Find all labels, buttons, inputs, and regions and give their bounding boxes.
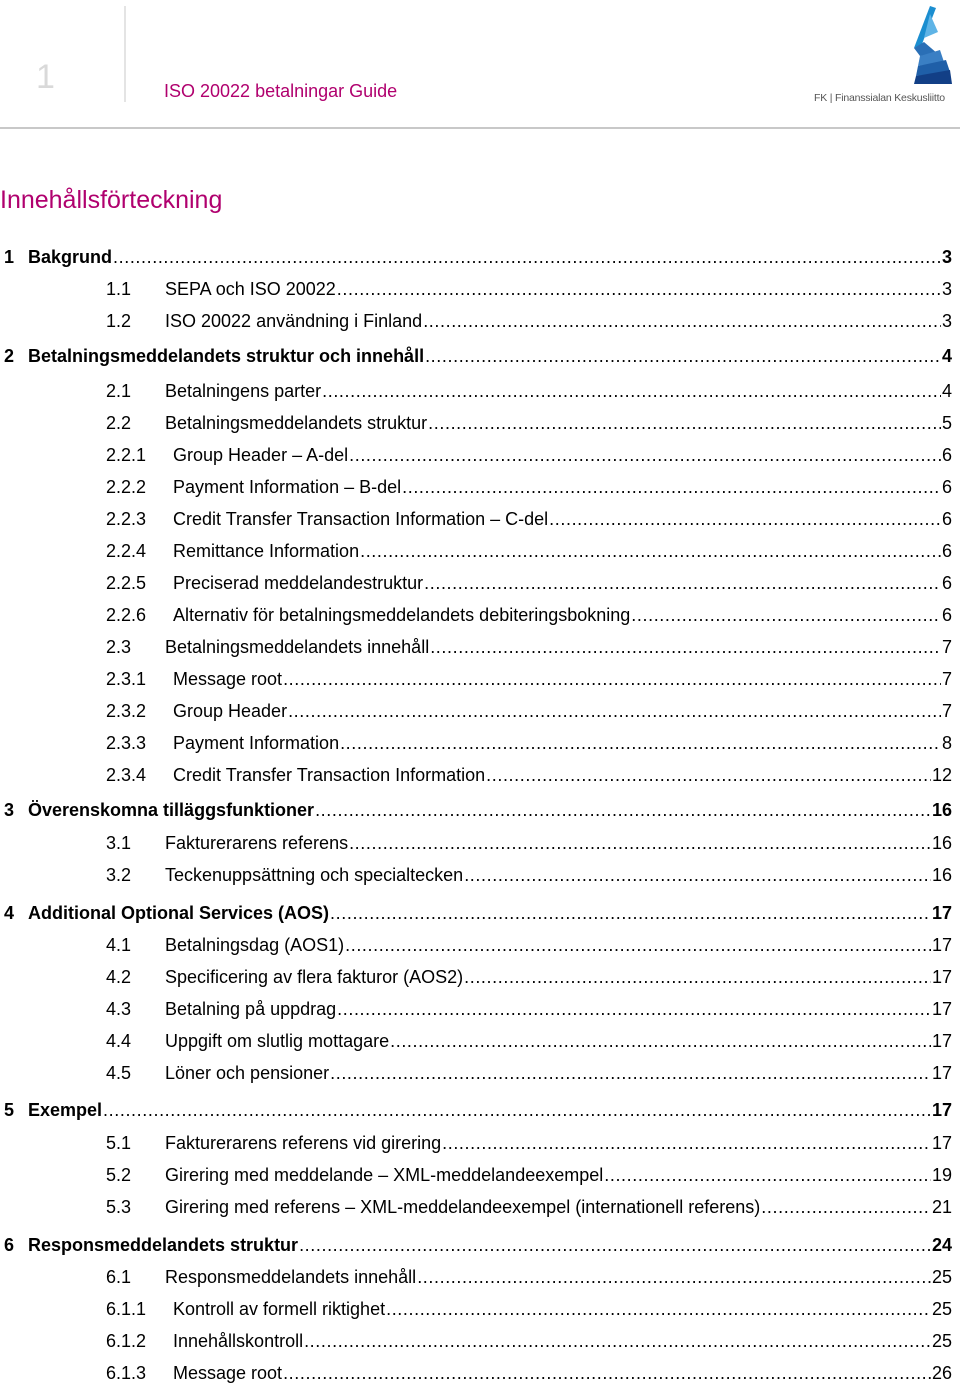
toc-entry-label: Betalningsmeddelandets struktur bbox=[165, 413, 428, 433]
toc-entry[interactable] bbox=[0, 504, 952, 530]
toc-entry[interactable] bbox=[0, 1262, 952, 1288]
toc-entry[interactable] bbox=[0, 341, 952, 367]
toc-leader-dots bbox=[330, 902, 931, 924]
toc-leader-dots bbox=[349, 832, 931, 854]
toc-entry[interactable] bbox=[0, 306, 952, 332]
toc-leader-dots bbox=[428, 412, 941, 434]
toc-entry-number: 6.1.3 bbox=[106, 1363, 147, 1383]
toc-entry-number: 4.5 bbox=[106, 1063, 132, 1083]
toc-entry-label: Teckenuppsättning och specialtecken bbox=[165, 865, 464, 885]
toc-entry-number: 1.2 bbox=[106, 311, 132, 331]
toc-entry-number: 1 bbox=[4, 247, 15, 267]
toc-entry-page: 17 bbox=[931, 1063, 952, 1083]
toc-entry-label: Betalning på uppdrag bbox=[165, 999, 337, 1019]
toc-entry-number: 5 bbox=[4, 1100, 15, 1120]
toc-entry[interactable] bbox=[0, 1230, 952, 1256]
toc-entry[interactable] bbox=[0, 1095, 952, 1121]
toc-entry[interactable] bbox=[0, 898, 952, 924]
toc-entry[interactable] bbox=[0, 1128, 952, 1154]
toc-entry[interactable] bbox=[0, 962, 952, 988]
toc-entry-page: 25 bbox=[931, 1267, 952, 1287]
page-number: 1 bbox=[36, 58, 55, 96]
fk-logo bbox=[814, 4, 954, 108]
toc-entry-number: 2.2.5 bbox=[106, 573, 147, 593]
toc-entry-page: 25 bbox=[931, 1299, 952, 1319]
toc-entry-page: 8 bbox=[941, 733, 952, 753]
toc-entry-page: 12 bbox=[931, 765, 952, 785]
fk-logo-icon bbox=[900, 4, 954, 88]
toc-entry[interactable] bbox=[0, 1160, 952, 1186]
toc-entry-number: 2.1 bbox=[106, 381, 132, 401]
toc-entry-label: Girering med referens – XML-meddelandeexempel (internationell referens) bbox=[165, 1197, 761, 1217]
toc-entry-number: 1.1 bbox=[106, 279, 132, 299]
toc-entry-number: 2.2.6 bbox=[106, 605, 147, 625]
toc-leader-dots bbox=[402, 476, 941, 498]
toc-entry-page: 6 bbox=[941, 445, 952, 465]
toc-entry-number: 2.3.1 bbox=[106, 669, 147, 689]
toc-entry-page: 16 bbox=[931, 800, 952, 820]
toc-entry-number: 2.2.3 bbox=[106, 509, 147, 529]
toc-leader-dots bbox=[304, 1330, 931, 1352]
logo-text: FK | Finanssialan Keskusliitto bbox=[814, 92, 945, 104]
toc-entry-label: Specificering av flera fakturor (AOS2) bbox=[165, 967, 464, 987]
toc-entry-number: 5.3 bbox=[106, 1197, 132, 1217]
toc-entry-page: 16 bbox=[931, 865, 952, 885]
toc-entry-page: 3 bbox=[941, 311, 952, 331]
toc-entry-label: Message root bbox=[173, 1363, 283, 1383]
toc-entry-number: 5.2 bbox=[106, 1165, 132, 1185]
toc-entry-page: 7 bbox=[941, 637, 952, 657]
toc-leader-dots bbox=[549, 508, 941, 530]
toc-entry-label: Kontroll av formell riktighet bbox=[173, 1299, 386, 1319]
toc-entry[interactable] bbox=[0, 440, 952, 466]
toc-entry-page: 7 bbox=[941, 701, 952, 721]
toc-entry[interactable] bbox=[0, 1026, 952, 1052]
toc-entry-page: 6 bbox=[941, 509, 952, 529]
toc-leader-dots bbox=[464, 966, 931, 988]
toc-entry[interactable] bbox=[0, 930, 952, 956]
toc-entry[interactable] bbox=[0, 242, 952, 268]
toc-entry-page: 17 bbox=[931, 967, 952, 987]
toc-entry-number: 4.3 bbox=[106, 999, 132, 1019]
toc-entry-page: 4 bbox=[941, 346, 952, 366]
toc-entry-page: 16 bbox=[931, 833, 952, 853]
header-rule bbox=[0, 127, 960, 129]
toc-leader-dots bbox=[349, 444, 941, 466]
toc-leader-dots bbox=[360, 540, 941, 562]
toc-entry[interactable] bbox=[0, 408, 952, 434]
toc-entry[interactable] bbox=[0, 664, 952, 690]
toc-entry-label: SEPA och ISO 20022 bbox=[165, 279, 336, 299]
toc-leader-dots bbox=[337, 278, 941, 300]
toc-leader-dots bbox=[486, 764, 931, 786]
toc-entry-page: 17 bbox=[931, 935, 952, 955]
toc-entry-page: 17 bbox=[931, 903, 952, 923]
toc-entry-number: 4 bbox=[4, 903, 15, 923]
toc-entry-number: 2.3.4 bbox=[106, 765, 147, 785]
toc-entry-label: Responsmeddelandets struktur bbox=[28, 1235, 299, 1255]
toc-entry-number: 4.2 bbox=[106, 967, 132, 987]
toc-leader-dots bbox=[103, 1099, 931, 1121]
toc-entry-label: Alternativ för betalningsmeddelandets debiteringsbokning bbox=[173, 605, 631, 625]
toc-entry-page: 26 bbox=[931, 1363, 952, 1383]
toc-entry-page: 6 bbox=[941, 573, 952, 593]
toc-leader-dots bbox=[283, 668, 941, 690]
toc-title: Innehållsförteckning bbox=[0, 186, 223, 214]
toc-leader-dots bbox=[322, 380, 941, 402]
toc-entry-label: Löner och pensioner bbox=[165, 1063, 330, 1083]
toc-entry-page: 3 bbox=[941, 279, 952, 299]
toc-entry-label: Fakturerarens referens bbox=[165, 833, 349, 853]
toc-leader-dots bbox=[330, 1062, 931, 1084]
toc-entry-number: 2.2.4 bbox=[106, 541, 147, 561]
toc-entry[interactable] bbox=[0, 1326, 952, 1352]
toc-entry[interactable] bbox=[0, 568, 952, 594]
toc-entry[interactable] bbox=[0, 1294, 952, 1320]
document-title: ISO 20022 betalningar Guide bbox=[164, 81, 398, 101]
toc-entry-page: 5 bbox=[941, 413, 952, 433]
toc-entry-page: 24 bbox=[931, 1235, 952, 1255]
toc-entry-number: 2 bbox=[4, 346, 15, 366]
toc-entry[interactable] bbox=[0, 994, 952, 1020]
toc-leader-dots bbox=[386, 1298, 931, 1320]
toc-entry[interactable] bbox=[0, 600, 952, 626]
toc-entry[interactable] bbox=[0, 1192, 952, 1218]
toc-leader-dots bbox=[631, 604, 941, 626]
toc-entry-page: 19 bbox=[931, 1165, 952, 1185]
toc-entry-number: 4.4 bbox=[106, 1031, 132, 1051]
toc-entry[interactable] bbox=[0, 728, 952, 754]
toc-entry-label: ISO 20022 användning i Finland bbox=[165, 311, 423, 331]
toc-leader-dots bbox=[283, 1362, 931, 1384]
toc-entry-label: Preciserad meddelandestruktur bbox=[173, 573, 424, 593]
toc-entry-label: Bakgrund bbox=[28, 247, 113, 267]
toc-leader-dots bbox=[337, 998, 931, 1020]
toc-entry-label: Girering med meddelande – XML-meddelandeexempel bbox=[165, 1165, 604, 1185]
toc-entry[interactable] bbox=[0, 274, 952, 300]
toc-entry-label: Additional Optional Services (AOS) bbox=[28, 903, 330, 923]
toc-entry-number: 2.2 bbox=[106, 413, 132, 433]
toc-entry-page: 6 bbox=[941, 605, 952, 625]
toc-leader-dots bbox=[288, 700, 941, 722]
toc-entry-number: 2.2.2 bbox=[106, 477, 147, 497]
toc-entry-page: 3 bbox=[941, 247, 952, 267]
toc-entry-label: Betalningsdag (AOS1) bbox=[165, 935, 345, 955]
toc-entry[interactable] bbox=[0, 1358, 952, 1384]
toc-entry-number: 6 bbox=[4, 1235, 15, 1255]
toc-entry-number: 2.2.1 bbox=[106, 445, 147, 465]
toc-entry-label: Payment Information – B-del bbox=[173, 477, 402, 497]
toc-entry[interactable] bbox=[0, 696, 952, 722]
toc-entry-label: Uppgift om slutlig mottagare bbox=[165, 1031, 390, 1051]
toc-entry-number: 3.1 bbox=[106, 833, 132, 853]
toc-entry-number: 3.2 bbox=[106, 865, 132, 885]
toc-leader-dots bbox=[424, 572, 941, 594]
toc-entry-label: Credit Transfer Transaction Information bbox=[173, 765, 486, 785]
toc-entry-page: 17 bbox=[931, 999, 952, 1019]
toc-entry-number: 6.1.1 bbox=[106, 1299, 147, 1319]
toc-entry-number: 2.3 bbox=[106, 637, 132, 657]
toc-entry[interactable] bbox=[0, 1058, 952, 1084]
page-header bbox=[0, 0, 960, 132]
toc-entry[interactable] bbox=[0, 760, 952, 786]
toc-entry-number: 6.1.2 bbox=[106, 1331, 147, 1351]
toc-entry-page: 17 bbox=[931, 1031, 952, 1051]
toc-leader-dots bbox=[315, 799, 931, 821]
toc-entry-label: Credit Transfer Transaction Information – C-del bbox=[173, 509, 549, 529]
toc-entry-page: 6 bbox=[941, 541, 952, 561]
toc-entry-label: Payment Information bbox=[173, 733, 340, 753]
header-divider bbox=[124, 6, 126, 102]
toc-leader-dots bbox=[113, 246, 941, 268]
toc-entry-label: Group Header bbox=[173, 701, 288, 721]
toc-entry[interactable] bbox=[0, 632, 952, 658]
toc-entry-label: Remittance Information bbox=[173, 541, 360, 561]
toc-entry-number: 4.1 bbox=[106, 935, 132, 955]
toc-entry[interactable] bbox=[0, 472, 952, 498]
toc-entry[interactable] bbox=[0, 860, 952, 886]
toc-entry-page: 17 bbox=[931, 1133, 952, 1153]
toc-leader-dots bbox=[417, 1266, 931, 1288]
toc-entry-number: 5.1 bbox=[106, 1133, 132, 1153]
toc-entry-label: Message root bbox=[173, 669, 283, 689]
toc-entry[interactable] bbox=[0, 536, 952, 562]
toc-leader-dots bbox=[761, 1196, 931, 1218]
toc-entry-label: Betalningens parter bbox=[165, 381, 322, 401]
toc-entry-label: Fakturerarens referens vid girering bbox=[165, 1133, 442, 1153]
toc-leader-dots bbox=[604, 1164, 931, 1186]
toc-entry[interactable] bbox=[0, 828, 952, 854]
toc-entry-label: Exempel bbox=[28, 1100, 103, 1120]
toc-entry-label: Group Header – A-del bbox=[173, 445, 349, 465]
toc-entry-label: Överenskomna tilläggsfunktioner bbox=[28, 800, 315, 820]
toc-entry[interactable] bbox=[0, 376, 952, 402]
toc-entry-label: Innehållskontroll bbox=[173, 1331, 304, 1351]
toc-leader-dots bbox=[299, 1234, 931, 1256]
toc-entry-page: 4 bbox=[941, 381, 952, 401]
toc-entry-number: 3 bbox=[4, 800, 15, 820]
toc-entry-number: 6.1 bbox=[106, 1267, 132, 1287]
toc-entry-page: 25 bbox=[931, 1331, 952, 1351]
toc-entry-label: Betalningsmeddelandets innehåll bbox=[165, 637, 430, 657]
toc-leader-dots bbox=[390, 1030, 931, 1052]
toc-leader-dots bbox=[430, 636, 941, 658]
toc-entry-number: 2.3.3 bbox=[106, 733, 147, 753]
toc-leader-dots bbox=[425, 345, 941, 367]
toc-leader-dots bbox=[464, 864, 931, 886]
toc-entry-page: 21 bbox=[931, 1197, 952, 1217]
toc-entry-page: 17 bbox=[931, 1100, 952, 1120]
toc-entry-page: 6 bbox=[941, 477, 952, 497]
toc-entry-label: Responsmeddelandets innehåll bbox=[165, 1267, 417, 1287]
toc-leader-dots bbox=[340, 732, 941, 754]
toc-entry-page: 7 bbox=[941, 669, 952, 689]
toc-leader-dots bbox=[442, 1132, 931, 1154]
toc-entry-number: 2.3.2 bbox=[106, 701, 147, 721]
toc-entry-label: Betalningsmeddelandets struktur och innehåll bbox=[28, 346, 425, 366]
toc-leader-dots bbox=[423, 310, 941, 332]
toc-entry[interactable] bbox=[0, 795, 952, 821]
toc-leader-dots bbox=[345, 934, 931, 956]
